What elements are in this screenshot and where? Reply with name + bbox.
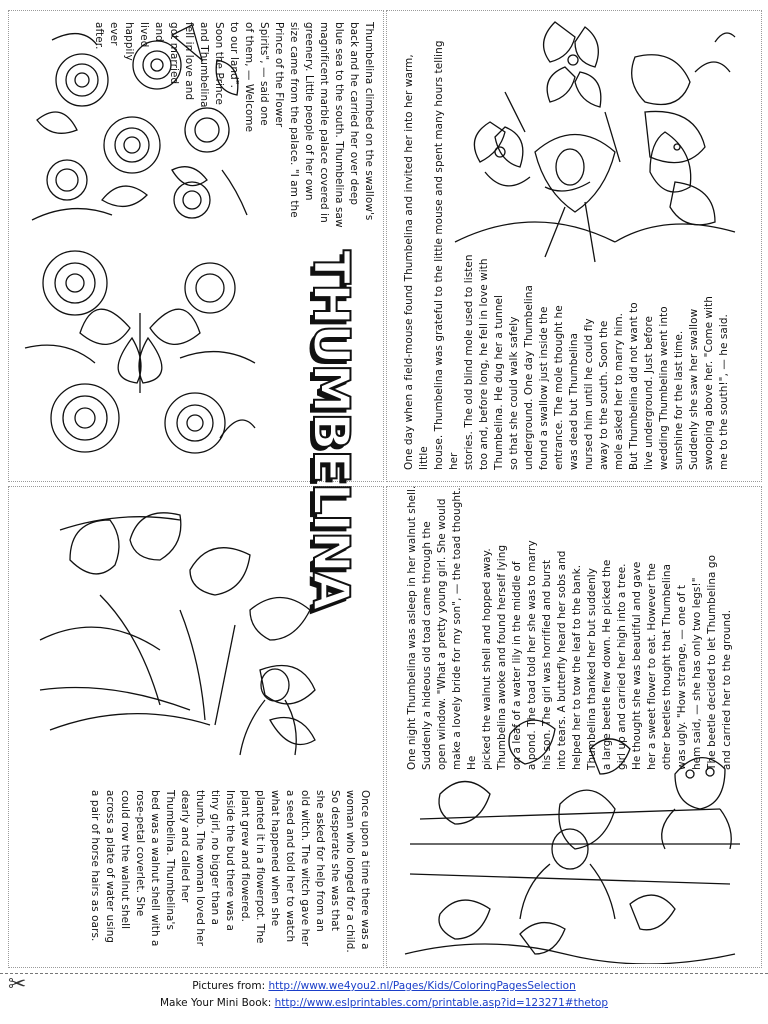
story-intro-panel: Once upon a time there was a woman who longed for a child. So desperate she was that she asked for help from an old witch. The witch gave her a seed and told her to watch what happened when she planted it in a flowerpot. The plant grew and flowered. Inside the bud there was a tiny girl, no bigger than a thumb. The woman loved her dearly and called her Thumbelina. Thumbelina's bed was a walnut shell with a rose-petal coverlet. She could row the walnut shell across a plate of water using a pair of horse hairs as oars. (89, 790, 371, 953)
story-toad-panel: One night Thumbelina was asleep in her walnut shell. Suddenly a hideous old toad came through the open window. "What a pretty young girl. She would make a lovely bride for my son", — the toad thought. He picked the walnut shell and hopped away. Thumbelina awoke and found herself lying on a leaf of a water lily in the middle of a pond. The toad told her she was to marry his son. The girl was horrified and burst into tears. A butterfly heard her sobs and helped her to tow the leaf to the bank. Thumbelina thanked her but suddenly a large beetle flew down. He picked the girl up and carried her high into a tree. He thought she was beautiful and gave her a sweet flower to eat. However the other beetles thought that Thumbelina was ugly. "How strange, — one of t hem said, — she has only two legs!" The beetle decided to let Thumbelina go and carried her to the ground. (406, 485, 733, 770)
cut-line (0, 973, 768, 974)
page-title: THUMBELINA (302, 250, 360, 610)
butterfly-flowers-illustration (20, 238, 260, 468)
tulips-girl-illustration (30, 500, 330, 765)
footer-minibook-credit (0, 997, 768, 1009)
minibook-label: Make Your Mini Book: (159, 997, 272, 1009)
footer-pictures-credit (0, 980, 768, 992)
violets-mouse-illustration (445, 12, 745, 282)
story-mouse-panel: One day when a field-mouse found Thumbelina and invited her into her warm, little house. Thumbelina was grateful to the little mouse and spent many hours telling her stories. The old blind mole used to listen too and, before long, he fell in love with Thumbelina. He dug her a tunnel so that she could walk safely underground. One day Thumbelina found a swallow just inside the entrance. The mole thought he was dead but Thumbelina nursed him until he could fly away to the south. Soon the mole asked her to marry him. But Thumbelina did not want to live underground. Just before wedding Thumbelina went into sunshine for the last time. Suddenly she saw her swallow swooping above her. "Come with me to the south!", — he said. (403, 40, 730, 470)
pictures-label: Pictures from: (192, 980, 266, 992)
minibook-link[interactable]: http://www.eslprintables.com/printable.asp?id=123271#thetop (274, 997, 609, 1009)
irises-fairy-frog-illustration (400, 714, 750, 964)
roses-illustration (22, 20, 252, 225)
pictures-link[interactable]: http://www.we4you2.nl/Pages/Kids/ColoringPagesSelection (268, 980, 576, 992)
story-swallow-panel: Thumbelina climbed on the swallow's back and he carried her over deep blue sea to the south. Thumbelina saw magnificent marble palace covered in greenery. Little people of her own size came from the palace. "I am the Prince of the Flower Spirits", — said one of them, — Welcome to our land". Soon the Prince and Thumbelina fell in love and got married and lived happily ever after. (93, 22, 375, 228)
scissors-icon: ✂ (8, 972, 27, 997)
